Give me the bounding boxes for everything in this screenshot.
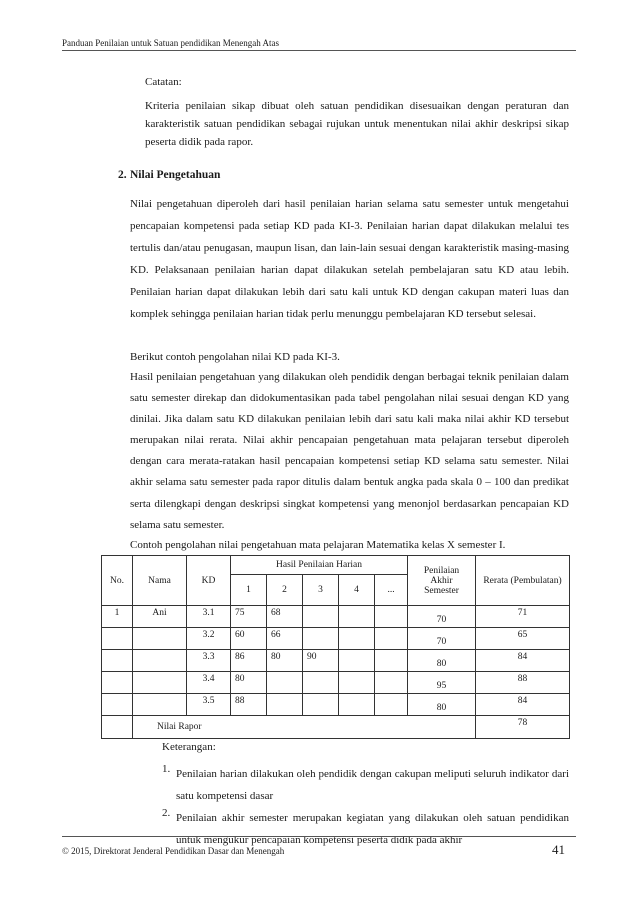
table-row [102,628,570,650]
cell-ph-1: 80 [231,672,267,694]
catatan-body: Kriteria penilaian sikap dibuat oleh satuan pendidikan disesuaikan dengan peraturan dan karakteristik satuan pendidikan sebagai rujukan untuk menentukan nilai akhir deskripsi sikap peserta didik pada rapor. [145,100,569,148]
page-number: 41 [552,842,565,857]
cell-ph-more [375,650,408,672]
cell-rerata: 88 [476,672,570,694]
catatan-title: Catatan: [145,76,182,88]
header-ph-3: 3 [303,575,339,606]
cell-no: 1 [102,606,133,628]
header-no: No. [102,556,133,606]
header-ph-4: 4 [339,575,375,606]
cell-nama [133,650,187,672]
cell-pas: 70 [408,628,476,650]
cell-no [102,672,133,694]
cell-kd: 3.5 [187,694,231,716]
cell-ph-1: 86 [231,650,267,672]
header-ph-2: 2 [267,575,303,606]
cell-ph-2 [267,672,303,694]
cell-ph-more [375,606,408,628]
cell-rerata: 84 [476,694,570,716]
cell-ph-more [375,628,408,650]
cell-ph-4 [339,672,375,694]
cell-pas: 80 [408,650,476,672]
cell-kd: 3.1 [187,606,231,628]
table-row [102,606,570,628]
list-item [162,807,569,851]
list-item-number: 2. [162,807,171,819]
paragraph-contoh-intro: Berikut contoh pengolahan nilai KD pada KI-3. [130,351,340,363]
header-rerata: Rerata (Pembulatan) [476,556,570,606]
header-ph-1: 1 [231,575,267,606]
cell-ph-1: 75 [231,606,267,628]
cell-ph-3 [303,694,339,716]
cell-ph-2: 80 [267,650,303,672]
cell-ph-3 [303,628,339,650]
cell-kd: 3.2 [187,628,231,650]
cell-ph-4 [339,694,375,716]
keterangan-block [162,739,569,851]
list-item-text: Penilaian harian dilakukan oleh pendidik dengan cakupan meliputi seluruh indikator dari satu kompetensi dasar [176,768,569,802]
rapor-value: 78 [476,716,570,739]
list-item-number: 1. [162,763,171,775]
table-row [102,650,570,672]
cell-ph-4 [339,628,375,650]
catatan-block [145,74,569,151]
cell-ph-1: 60 [231,628,267,650]
cell-kd: 3.3 [187,650,231,672]
cell-ph-2: 66 [267,628,303,650]
header-ph-more: ... [375,575,408,606]
cell-ph-4 [339,650,375,672]
list-item [162,763,569,807]
keterangan-title: Keterangan: [162,741,216,753]
header-pas: Penilaian Akhir Semester [408,556,476,606]
cell-ph-3 [303,672,339,694]
cell-ph-3: 90 [303,650,339,672]
table-row [102,694,570,716]
cell-pas: 70 [408,606,476,628]
cell-rerata: 65 [476,628,570,650]
cell-nama: Ani [133,606,187,628]
paragraph-hasil-penilaian: Hasil penilaian pengetahuan yang dilakukan oleh pendidik dengan berbagai teknik penilaian dalam satu semester direkap dan didokumentasikan pada tabel pengolahan nilai sesuai dengan KD yang dinilai. Jika dalam satu KD dilakukan penilaian lebih dari satu kali maka nilai akhir KD tersebut merupakan nilai rerata. Nilai akhir pencapaian pengetahuan mata pelajaran tersebut diperoleh dengan cara merata-ratakan hasil pencapaian kompetensi setiap KD selama satu semester. Nilai akhir selama satu semester pada rapor ditulis dalam bentuk angka pada skala 0 – 100 dan predikat serta dilengkapi dengan deskripsi singkat kompetensi yang menonjol berdasarkan pencapaian KD selama satu semester. [130,371,569,531]
cell-no [102,628,133,650]
section-number: 2. [118,169,127,181]
cell-nama [133,694,187,716]
header-nama: Nama [133,556,187,606]
header-hasil-penilaian: Hasil Penilaian Harian [231,556,408,575]
cell-ph-4 [339,606,375,628]
header-kd: KD [187,556,231,606]
rapor-label: Nilai Rapor [133,716,476,739]
cell-pas: 80 [408,694,476,716]
grade-table [101,555,570,739]
page-header: Panduan Penilaian untuk Satuan pendidikan Menengah Atas [62,38,279,48]
cell-rerata: 84 [476,650,570,672]
list-item-text: Penilaian akhir semester merupakan kegiatan yang dilakukan oleh satuan pendidikan untuk mengukur pencapaian kompetensi peserta didik pada akhir [176,812,569,846]
cell-ph-more [375,672,408,694]
cell-nama [133,672,187,694]
cell-pas: 95 [408,672,476,694]
cell-no [102,694,133,716]
cell-nama [133,628,187,650]
cell-no [102,650,133,672]
paragraph-nilai-pengetahuan: Nilai pengetahuan diperoleh dari hasil penilaian harian selama satu semester untuk mengetahui pencapaian kompetensi pada setiap KD pada KI-3. Penilaian harian dapat dilakukan melalui tes tertulis dan/atau penugasan, maupun lisan, dan lain-lain sesuai dengan karakteristik masing-masing KD. Pelaksanaan penilaian harian dapat dilakukan setelah pembelajaran satu KD atau lebih. Penilaian harian dapat dilakukan lebih dari satu kali untuk KD dengan cakupan materi luas dan komplek sehingga penilaian harian tidak perlu menunggu pembelajaran KD tersebut selesai. [130,198,569,321]
cell-ph-1: 88 [231,694,267,716]
table-row-rapor [102,716,570,739]
cell-ph-more [375,694,408,716]
table-caption: Contoh pengolahan nilai pengetahuan mata pelajaran Matematika kelas X semester I. [130,539,506,551]
cell-ph-3 [303,606,339,628]
cell-rapor-spacer [102,716,133,739]
section-title: Nilai Pengetahuan [130,169,221,181]
footer-copyright: © 2015, Direktorat Jenderal Pendidikan Dasar dan Menengah [62,846,285,856]
header-divider [62,50,576,51]
cell-ph-2 [267,694,303,716]
table-row [102,672,570,694]
cell-kd: 3.4 [187,672,231,694]
cell-rerata: 71 [476,606,570,628]
cell-ph-2: 68 [267,606,303,628]
footer-divider [62,836,576,837]
